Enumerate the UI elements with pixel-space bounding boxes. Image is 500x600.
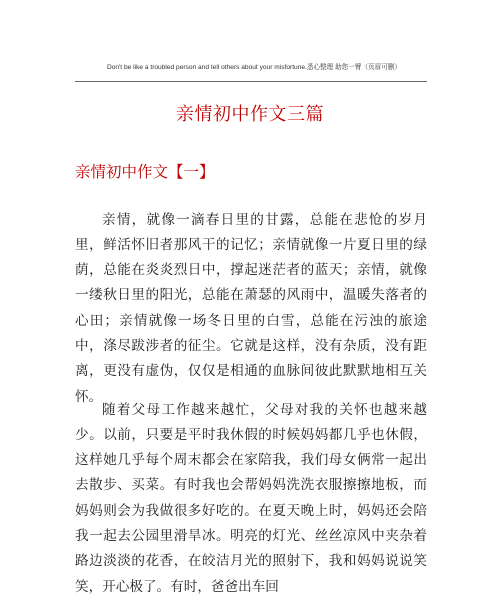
document-title: 亲情初中作文三篇 bbox=[176, 104, 324, 125]
header-divider bbox=[75, 81, 427, 82]
body-paragraph: 亲情，就像一滴春日里的甘露，总能在悲怆的岁月里，鲜活怀旧者那风干的记忆；亲情就像一片夏日里的绿荫，总能在炎炎烈日中，撑起迷茫者的蓝天；亲情，就像一缕秋日里的阳光，总能在萧瑟的风雨中，温暖失落者的心田；亲情就像一场冬日里的白雪，总能在污浊的旅途中，涤尽跋涉者的征尘。它就是这样，没有杂质，没有距离，更没有虚伪，仅仅是相通的血脉间彼此默默地相互关怀。 bbox=[75, 211, 427, 405]
page-header-text: Don't be like a troubled person and tell others about your misfortune.悉心整理 助您一臂（页眉可删） bbox=[106, 64, 402, 71]
body-paragraph: 随着父母工作越来越忙，父母对我的关怀也越来越少。以前，只要是平时我休假的时候妈妈都几乎也休假，这样她几乎每个周末都会在家陪我，我们母女俩常一起出去散步、买菜。有时我也会帮妈妈洗洗衣服擦擦地板，而妈妈则会为我做很多好吃的。在夏天晚上时，妈妈还会陪我一起去公园里滑旱冰。明亮的灯光、丝丝凉风中夹杂着路边淡淡的花香，在皎洁月光的照射下，我和妈妈说说笑笑，开心极了。有时，爸爸出车回 bbox=[75, 401, 427, 595]
section-heading: 亲情初中作文【一】 bbox=[75, 163, 215, 181]
